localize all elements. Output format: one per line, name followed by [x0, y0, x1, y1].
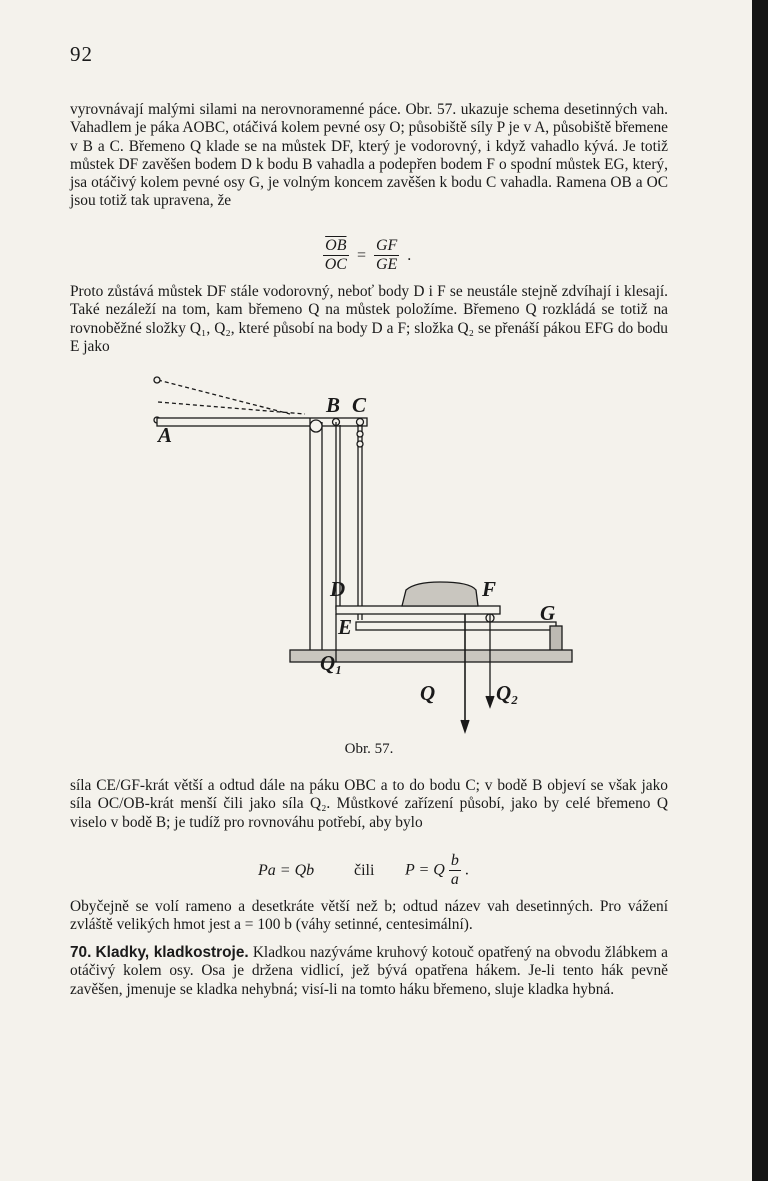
- label-d: D: [330, 577, 346, 601]
- force-q-arrowhead: [461, 720, 469, 732]
- pivot-g-support: [550, 626, 562, 652]
- label-q: Q: [420, 681, 436, 705]
- paragraph-4: Obyčejně se volí rameno a desetkráte větší než b; odtud název vah desetinných. Pro vážení zvláště velikých hmot jest a = 100 b (váhy setinné, centesimální).: [70, 898, 668, 934]
- page-edge-shadow: [752, 0, 768, 1181]
- decimal-scale-figure: [140, 370, 580, 740]
- label-a: A: [158, 423, 173, 447]
- eq2-period: .: [464, 861, 469, 879]
- eq1-lhs-denominator: OC: [324, 256, 347, 273]
- paragraph-2: Proto zůstává můstek DF stále vodorovný, neboť body D i F se neustále stejně zdvíhají i klesají. Také nezáleží na tom, kam břemeno Q na můstek položíme. Břemeno Q rozkládá se totiž na rovnoběžné složky Q₁, Q₂, které působí na body D a F; složka Q₂ se přenáší pákou EFG do bodu E jako: [70, 283, 668, 355]
- eq1-lhs-numerator: $\overline{OB}$: [323, 237, 349, 256]
- eq1-operator: =: [356, 246, 366, 264]
- label-q1: Q₁: [320, 651, 343, 675]
- section-title: Kladky, kladkostroje.: [95, 944, 249, 961]
- label-e: E: [338, 615, 353, 639]
- section-70: [70, 944, 668, 999]
- eq2-right: [405, 852, 469, 889]
- page-number: 92: [70, 42, 93, 66]
- pivot-o: [310, 420, 322, 432]
- eq2-numerator: b: [450, 852, 459, 869]
- platform-df: [336, 606, 500, 614]
- eq2-left: Pa = Qb: [258, 862, 315, 879]
- paragraph-3: síla CE/GF-krát větší a odtud dále na páku OBC a to do bodu C; v bodě B objeví se však jako síla OC/OB-krát menší čili jako síla Q₂. Můstkové zařízení působí, jako by celé břemeno Q viselo v bodě B; je tudíž pro rovnováhu potřebí, aby bylo: [70, 777, 668, 831]
- fraction-ob-oc: [323, 237, 349, 274]
- eq1-rhs-denominator: GE: [375, 256, 398, 273]
- figure-caption: Obr. 57.: [344, 741, 394, 757]
- eq2-denominator: a: [450, 871, 459, 888]
- fraction-gf-ge: [374, 237, 399, 274]
- beam-dashed-line: [158, 380, 290, 414]
- label-q2: Q₂: [496, 681, 519, 705]
- force-q2-arrowhead: [486, 696, 494, 707]
- eq2-right-lhs: P = Q: [405, 861, 445, 879]
- label-g: G: [540, 601, 556, 625]
- equation-1: [70, 237, 668, 277]
- point-c: [357, 419, 364, 426]
- section-number: 70.: [70, 944, 92, 961]
- eq2-middle: čili: [354, 862, 375, 879]
- eq1-period: .: [407, 246, 412, 264]
- label-b: B: [326, 393, 341, 417]
- label-f: F: [482, 577, 497, 601]
- eq1-rhs-numerator: GF: [375, 237, 398, 254]
- section-text: Kladkou nazýváme kruhový kotouč opatřený na obvodu žlábkem a otáčivý kolem osy. Osa je držena vidlicí, jež bývá opatřena hákem. Je-li tento hák pevně zavěšen, jmenuje se kladka nehybná; visí-li na tomto háku břemeno, sluje kladka hybná.: [70, 944, 668, 998]
- point-a-upper: [154, 377, 160, 383]
- label-c: C: [352, 393, 367, 417]
- load-q: [402, 582, 478, 606]
- eq2-fraction: [449, 852, 461, 889]
- lever-eg: [356, 622, 556, 630]
- equation-2: [70, 852, 668, 892]
- paragraph-1: vyrovnávají malými silami na nerovnoramenné páce. Obr. 57. ukazuje schema desetinných vah. Vahadlem je páka AOBC, otáčivá kolem pevné osy O; působiště síly P je v A, působiště břemene v B a C. Břemeno Q klade se na můstek DF, který je vodorovný, i když vahadlo kývá. Je totiž můstek DF zavěšen bodem D k bodu B vahadla a podepřen bodem F o spodní můstek EG, který, jsa otáčivý kolem pevné osy G, je volným koncem zavěšen k bodu C vahadla. Ramena OB a OC jsou totiž tak upravena, že: [70, 101, 668, 210]
